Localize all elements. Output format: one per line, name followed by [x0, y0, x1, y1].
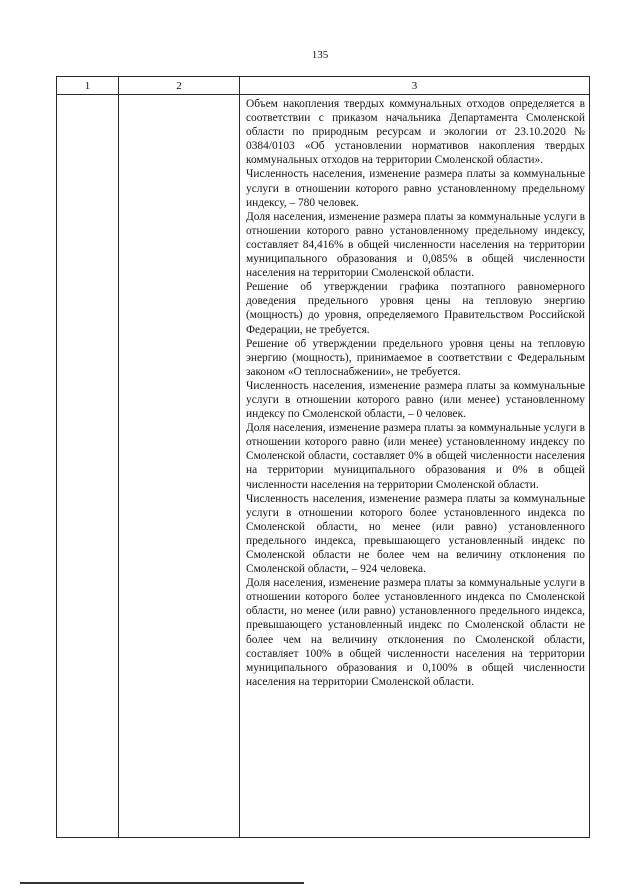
column-header-2: 2 — [119, 77, 240, 95]
cell-col3 — [240, 95, 590, 838]
paragraph-list — [240, 95, 589, 689]
paragraph-price-schedule-decision: Решение об утверждении графика поэтапного равномерного доведения предельного уровня цены на тепловую энергию (мощность) до уровня, определяемого Правительством Российской Федерации, не требуется. — [246, 281, 585, 336]
page-number: 135 — [311, 49, 329, 61]
cell-col2 — [119, 95, 240, 838]
cell-col1 — [57, 95, 119, 838]
paragraph-population-above-index: Численность населения, изменение размера платы за коммунальные услуги в отношении которого более установленного индекса по Смоленской области, но менее (или равно) установленного предельного индекса, превышающего установленный индекс по Смоленской области не более чем на величину отклонения по Смоленской области, – 924 человека. — [246, 492, 585, 576]
table-row — [57, 95, 590, 838]
column-header-1: 1 — [57, 77, 119, 95]
column-header-3: 3 — [240, 77, 590, 95]
paragraph-share-below-index: Доля населения, изменение размера платы за коммунальные услуги в отношении которого равно (или менее) установленному индексу по Смоленской области, составляет 0% в общей численности населения на территории муниципального образования и 0% в общей численности населения на территории Смоленской области. — [246, 422, 585, 491]
table-header-row — [57, 77, 590, 95]
paragraph-population-below-index: Численность населения, изменение размера платы за коммунальные услуги в отношении которого равно (или менее) установленному индексу по Смоленской области, – 0 человек. — [246, 379, 585, 421]
paragraph-population-limit-index: Численность населения, изменение размера платы за коммунальные услуги в отношении которого равно установленному предельному индексу, – 780 человек. — [246, 168, 585, 209]
footer-rule — [20, 882, 304, 884]
document-table — [56, 76, 590, 838]
paragraph-waste-accumulation: Объем накопления твердых коммунальных отходов определяется в соответствии с приказом начальника Департамента Смоленской области по природным ресурсам и экологии от 23.10.2020 № 0384/0103 «Об установлении нормативов накопления твердых коммунальных отходов на территории Смоленской области». — [246, 98, 585, 167]
paragraph-share-limit-index: Доля населения, изменение размера платы за коммунальные услуги в отношении которого равно установленному предельному индексу, составляет 84,416% в общей численности населения на территории муниципального образования и 0,085% в общей численности населения на территории Смоленской области. — [246, 210, 585, 280]
paragraph-share-above-index: Доля населения, изменение размера платы за коммунальные услуги в отношении которого более установленного индекса по Смоленской области, но менее (или равно) установленного предельного индекса, превышающего установленный индекс по Смоленской области не более чем на величину отклонения по Смоленской области, составляет 100% в общей численности населения на территории муниципального образования и 0,100% в общей численности населения на территории Смоленской области. — [246, 577, 585, 688]
paragraph-price-level-decision: Решение об утверждении предельного уровня цены на тепловую энергию (мощность), принимаемое в соответствии с Федеральным законом «О теплоснабжении», не требуется. — [246, 337, 585, 378]
